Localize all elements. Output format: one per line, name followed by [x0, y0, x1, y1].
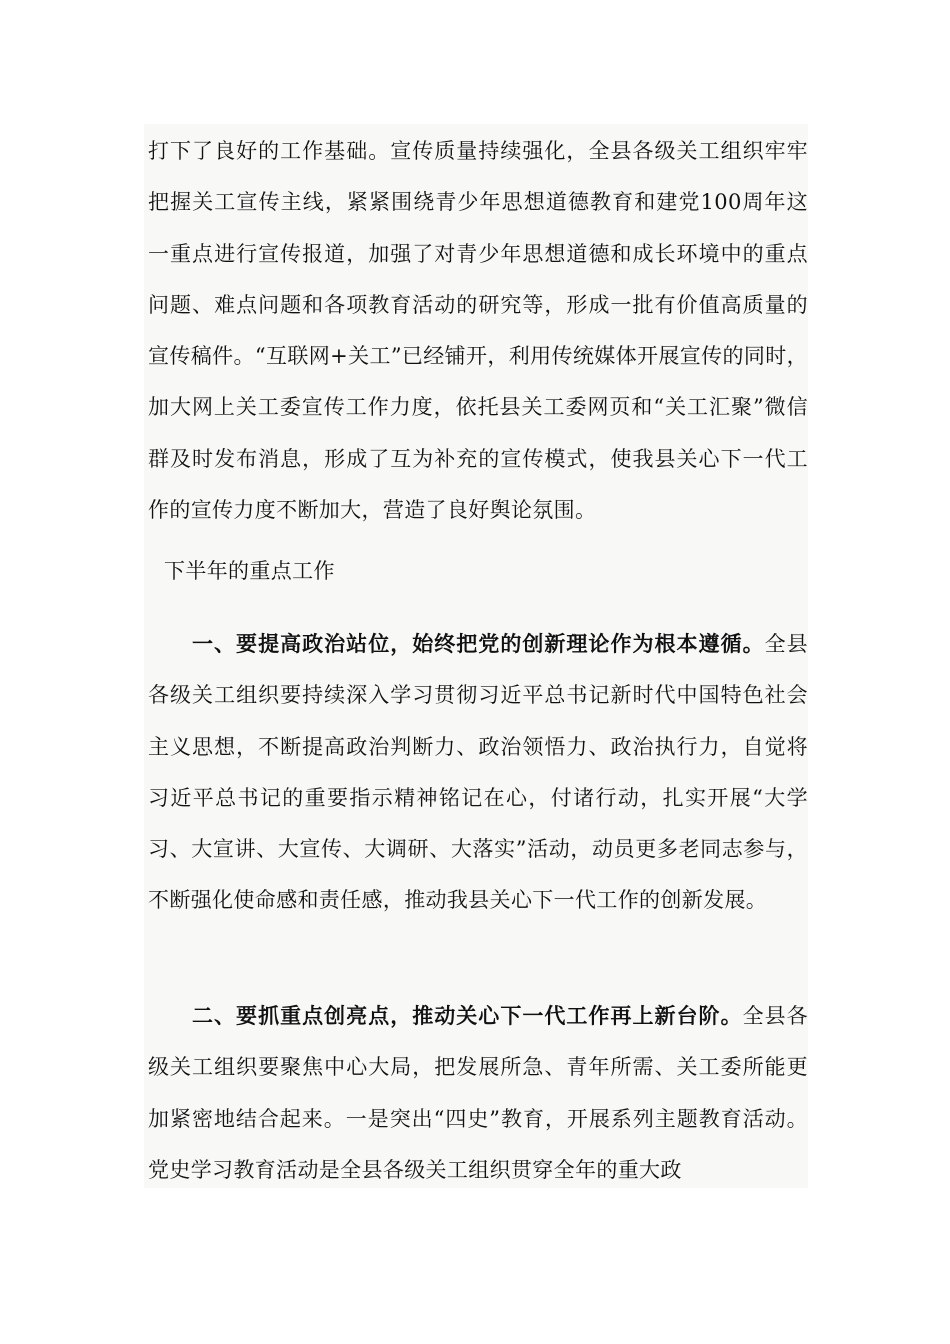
paragraph-item-two	[148, 990, 808, 1196]
paragraph-publicity-summary	[148, 126, 808, 536]
section-heading-text: 下半年的重点工作	[164, 559, 335, 583]
item-two-text: 全县各级关工组织要聚焦中心大局，把发展所急、青年所需、关工委所能更加紧密地结合起来。一是突出“四史”教育，开展系列主题教育活动。党史学习教育活动是全县各级关工组织贯穿全年的重大政	[148, 1004, 808, 1182]
item-one-text: 全县各级关工组织要持续深入学习贯彻习近平总书记新时代中国特色社会主义思想，不断提高政治判断力、政治领悟力、政治执行力，自觉将习近平总书记的重要指示精神铭记在心，付诸行动，扎实开展“大学习、大宣讲、大宣传、大调研、大落实”活动，动员更多老同志参与，不断强化使命感和责任感，推动我县关心下一代工作的创新发展。	[148, 632, 808, 913]
item-one-lead: 一、要提高政治站位，始终把党的创新理论作为根本遵循。	[192, 631, 765, 656]
section-heading-second-half-priorities	[148, 546, 808, 597]
item-two-lead: 二、要抓重点创亮点，推动关心下一代工作再上新台阶。	[192, 1003, 743, 1028]
paragraph-text: 打下了良好的工作基础。宣传质量持续强化，全县各级关工组织牢牢把握关工宣传主线，紧紧围绕青少年思想道德教育和建党100周年这一重点进行宣传报道，加强了对青少年思想道德和成长环境中的重点问题、难点问题和各项教育活动的研究等，形成一批有价值高质量的宣传稿件。“互联网+关工”已经铺开，利用传统媒体开展宣传的同时，加大网上关工委宣传工作力度，依托县关工委网页和“关工汇聚”微信群及时发布消息，形成了互为补充的宣传模式，使我县关心下一代工作的宣传力度不断加大，营造了良好舆论氛围。	[148, 139, 808, 523]
paragraph-item-one	[148, 618, 808, 927]
